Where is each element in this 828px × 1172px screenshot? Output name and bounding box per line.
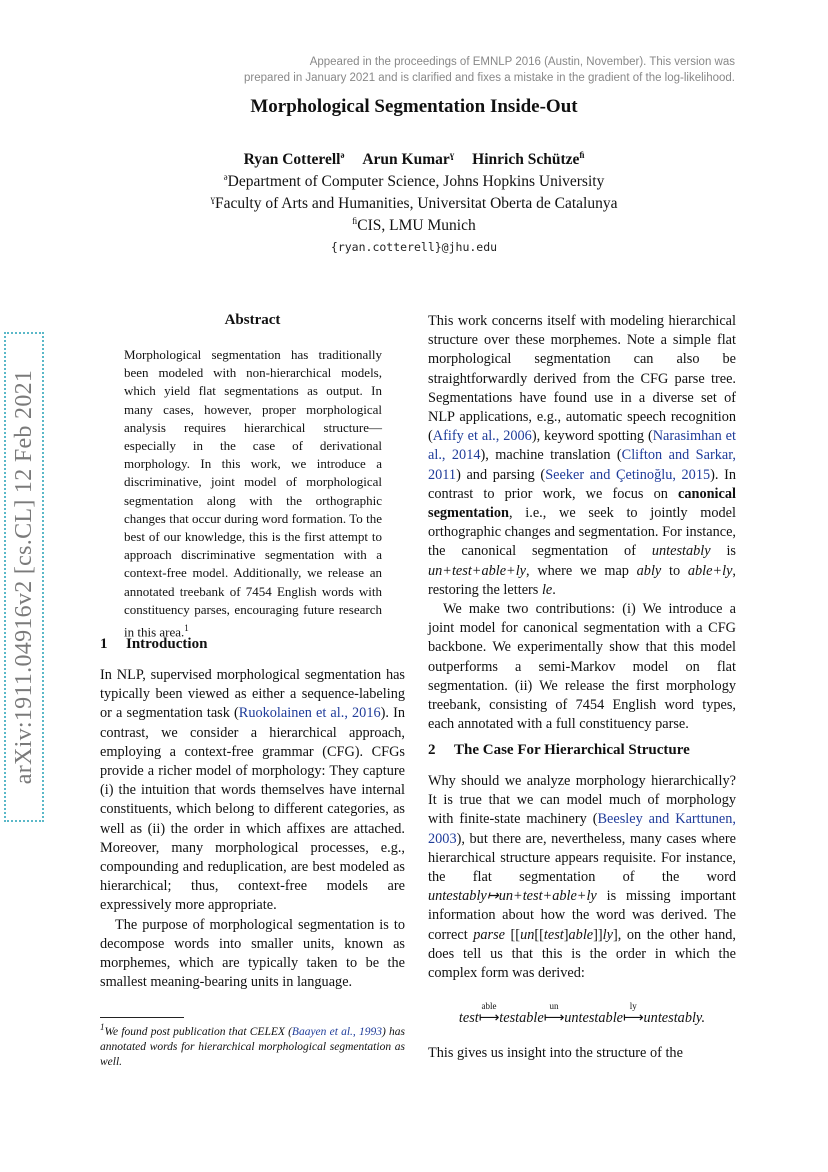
citation-ruokolainen[interactable]: Ruokolainen et al., 2016 <box>238 705 381 722</box>
footnote-rule <box>100 1017 184 1018</box>
derivation-arrow-3: ly ⟼ <box>623 1001 644 1026</box>
affiliation-3: $^ﬁ$CIS, LMU Munich <box>352 216 476 235</box>
section-2-paragraph-1: Why should we analyze morphology hierarchically? It is true that we can model much of morphology with finite-state machinery (Beesley and Karttunen, 2003), but there are, nevertheless, many cases where hierarchical structure appears requisite. For instance, the flat segmentation of the word untestably↦un+test+able+ly is missing important information about how the word was derived. The correct parse [[un[[test]able]]ly], on the other hand, does tell us that this is the order in which the complex form was derived: <box>428 773 736 982</box>
citation-seeker[interactable]: Seeker and Çetinoğlu, 2015 <box>545 466 711 483</box>
citation-afify[interactable]: Afify et al., 2006 <box>432 428 532 445</box>
author-2: Arun Kumar$^ɣ$ <box>362 150 455 169</box>
notice-line-2: prepared in January 2021 and is clarified and fixes a mistake in the gradient of the log-likelihood. <box>244 72 735 84</box>
left-column-body <box>100 666 405 992</box>
derivation-arrow-1: able ⟼ <box>478 1001 500 1026</box>
arxiv-stamp[interactable]: arXiv:1911.04916v2 [cs.CL] 12 Feb 2021 <box>4 332 44 822</box>
derivation-arrow-2: un ⟼ <box>543 1001 565 1026</box>
author-list <box>0 150 828 169</box>
right-paragraph-2: We make two contributions: (i) We introduce a joint model for canonical segmentation with a CFG backbone. We experimentally show that this model outperforms a semi-Markov model on flat segmentation. (ii) We release the first morphology treebank, consisting of 7454 English word types, each annotated with a full constituency parse. <box>428 601 736 733</box>
citation-clifton[interactable]: Clifton and Sarkar, 2011 <box>428 447 736 483</box>
author-1: Ryan Cotterell$^ə$ <box>243 150 345 169</box>
intro-paragraph-1: In NLP, supervised morphological segmentation has typically been viewed as either a sequence-labeling or a segmentation task (Ruokolainen et al., 2016). In contrast, we consider a hierarchical approach, employing a context-free grammar (CFG). CFGs provide a richer model of morphology: They capture (i) the intuition that words themselves have internal constituents, which belong to different categories, as well as (ii) the order in which affixes are attached. Moreover, many morphological processes, e.g., compounding and reduplication, are best modeled as hierarchical; thus, context-free models are expressively more appropriate. <box>100 667 405 914</box>
section-2-body <box>428 772 736 983</box>
affiliation-2: $^ɣ$Faculty of Arts and Humanities, Universitat Oberta de Catalunya <box>210 194 618 213</box>
right-paragraph-1: This work concerns itself with modeling hierarchical structure over these morphemes. Note a simple flat morphological segmentation can also be straightforwardly derived from the CFG parse tree. Segmentations have found use in a diverse set of NLP applications, e.g., automatic speech recognition (Afify et al., 2006), keyword spotting (Narasimhan et al., 2014), machine translation (Clifton and Sarkar, 2011) and parsing (Seeker and Çetinoğlu, 2015). In contrast to prior work, we focus on canonical segmentation, i.e., we seek to jointly model orthographic changes and segmentation. For instance, the canonical segmentation of untestably is un+test+able+ly, where we map ably to able+ly, restoring the letters le. <box>428 313 736 598</box>
citation-beesley[interactable]: Beesley and Karttunen, 2003 <box>428 811 736 847</box>
right-column-body <box>428 312 736 734</box>
footnote-mark[interactable]: 1 <box>184 623 189 634</box>
author-email[interactable]: {ryan.cotterell}@jhu.edu <box>330 240 498 254</box>
paper-title: Morphological Segmentation Inside-Out <box>250 96 578 117</box>
section-1-heading: 1 Introduction <box>100 636 208 652</box>
notice-line-1: Appeared in the proceedings of EMNLP 2016 (Austin, November). This version was <box>309 56 735 68</box>
citation-narasimhan[interactable]: Narasimhan et al., 2014 <box>428 428 736 464</box>
footnote: $^1$We found post publication that CELEX (Baayen et al., 1993) has annotated words for hierarchical morphological segmentation as well. <box>100 1022 406 1068</box>
abstract-text: Morphological segmentation has traditionally been modeled with non-hierarchical models, which yield flat segmentations as output. In many cases, however, proper morphological analysis requires hierarchical structure—especially in the case of derivational morphology. In this work, we introduce a discriminative, joint model of morphological segmentation along with the orthographic changes that occur during word formation. To the best of our knowledge, this is the first attempt to approach discriminative segmentation with a context-free model. Additionally, we release an annotated treebank of 7454 English words with constituency parses, encouraging future research in this area.$^1$ <box>124 347 382 640</box>
abstract-heading: Abstract <box>224 312 281 328</box>
section-2-continuation: This gives us insight into the structure of the <box>428 1045 683 1061</box>
derivation-equation: test able ⟼testable un ⟼untestable ly ⟼untestably. <box>458 1001 706 1026</box>
affiliation-1: $^ə$Department of Computer Science, Johns Hopkins University <box>223 172 605 191</box>
section-2-heading: 2 The Case For Hierarchical Structure <box>428 742 690 758</box>
publication-notice <box>180 54 735 86</box>
author-3: Hinrich Schütze$^ﬁ$ <box>472 150 585 169</box>
citation-baayen[interactable]: Baayen et al., 1993 <box>291 1025 382 1038</box>
intro-paragraph-2: The purpose of morphological segmentation is to decompose words into smaller units, known as morphemes, which are typically taken to be the smallest meaning-bearing units in language. <box>100 916 405 991</box>
